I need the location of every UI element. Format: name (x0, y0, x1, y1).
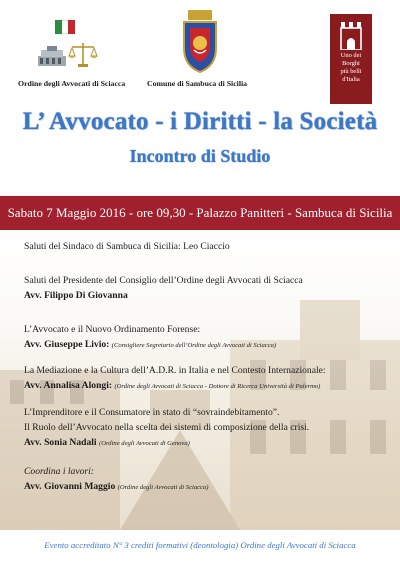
header (0, 0, 400, 196)
org-left-label: Ordine degli Avvocati di Sciacca (18, 79, 126, 88)
program-item-topic-ruolo: Il Ruolo dell’Avvocato nella scelta dei sistemi di composizione della crisi. (24, 422, 310, 433)
program-item-speaker-alongi: Avv. Annalisa Alongi: (Ordine degli Avvocati di Sciacca - Dottore di Ricerca Università di Palermo) (24, 380, 321, 391)
program-item-speaker-maggio: Avv. Giovanni Maggio (Ordine degli Avvocati di Sciacca) (24, 481, 209, 492)
program-section (0, 230, 400, 530)
event-banner: Sabato 7 Maggio 2016 - ore 09,30 - Palazzo Panitteri - Sambuca di Sicilia (0, 196, 400, 230)
program-item-speaker-nadali: Avv. Sonia Nadali (Ordine degli Avvocati di Genova) (24, 437, 190, 448)
scales-of-justice-icon (68, 40, 98, 68)
borghi-badge (330, 14, 372, 104)
program-item-topic-mediazione: La Mediazione e la Cultura dell’A.D.R. in Italia e nel Contesto Internazionale: (24, 365, 326, 376)
footer (0, 530, 400, 566)
program-item-topic-imprenditore: L’Imprenditore e il Consumatore in stato di “sovraindebitamento”. (24, 407, 280, 418)
program-item-coordinator-label: Coordina i lavori: (24, 466, 94, 477)
italian-flag-icon (55, 20, 75, 34)
courthouse-icon (38, 44, 66, 66)
program-item-topic-forense: L’Avvocato e il Nuovo Ordinamento Forense: (24, 324, 201, 335)
accreditation-note: Evento accreditato N° 3 crediti formativi (deontologia) Ordine degli Avvocati di Sciacca (44, 540, 356, 550)
castle-tower-icon (337, 20, 365, 50)
sub-title: Incontro di Studio (129, 146, 271, 166)
program-item-president-speaker: Avv. Filippo Di Giovanna (24, 290, 128, 301)
main-title: L’ Avvocato - i Diritti - la Società (22, 108, 378, 135)
org-center-label: Comune di Sambuca di Sicilia (147, 79, 248, 88)
borghi-text: Uno dei Borghi più belli d'Italia (340, 52, 362, 83)
program-item-president-intro: Saluti del Presidente del Consiglio dell’Ordine degli Avvocati di Sciacca (24, 275, 303, 286)
program-item-speaker-livio: Avv. Giuseppe Livio: (Consigliere Segretario dell’Ordine degli Avvocati di Sciacca) (24, 339, 277, 350)
coat-of-arms-icon (180, 10, 220, 74)
program-item-mayor: Saluti del Sindaco di Sambuca di Sicilia: Leo Ciaccio (24, 241, 230, 252)
